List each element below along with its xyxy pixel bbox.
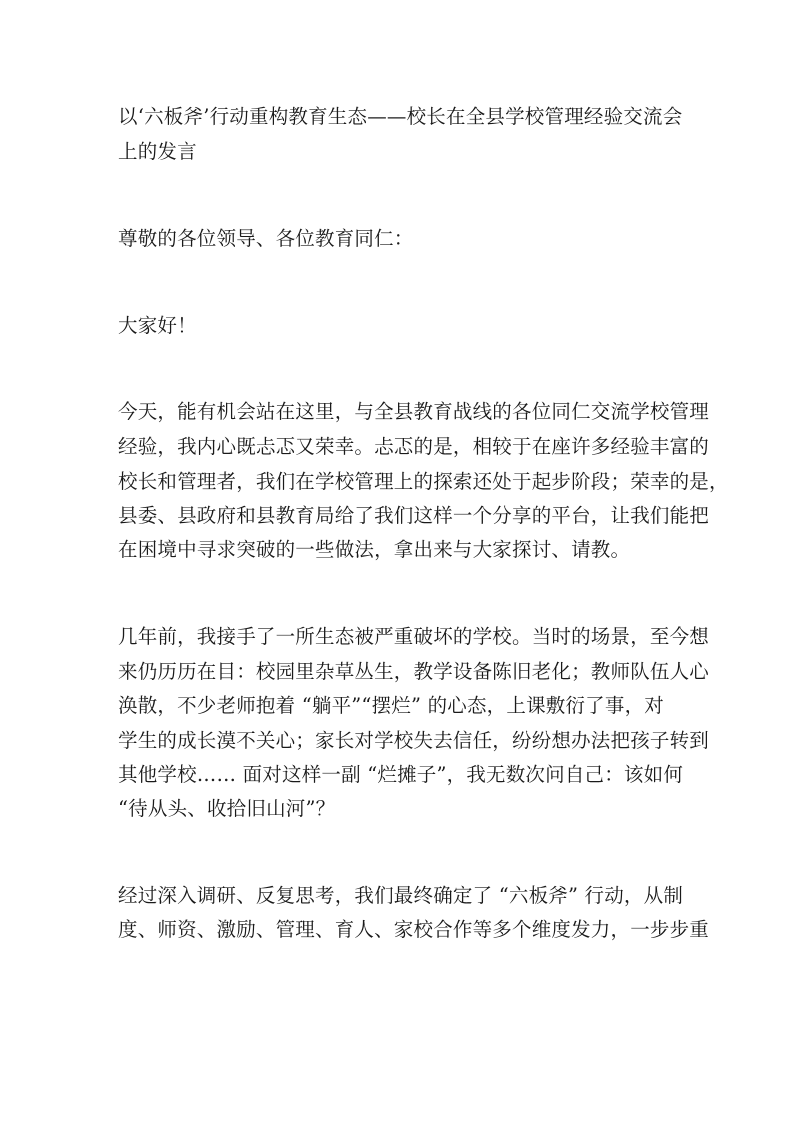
greeting: 大家好！ [118, 314, 197, 337]
paragraph-2-line-3: 涣散，不少老师抱着 “躺平”“摆烂” 的心态，上课敷衍了事，对 [118, 694, 664, 717]
paragraph-2-line-6: “待从头、收拾旧山河”？ [118, 797, 336, 820]
paragraph-2-line-4: 学生的成长漠不关心；家长对学校失去信任，纷纷想办法把孩子转到 [118, 729, 710, 752]
paragraph-1-line-5: 在困境中寻求突破的一些做法，拿出来与大家探讨、请教。 [118, 538, 631, 561]
paragraph-1-line-3: 校长和管理者，我们在学校管理上的探索还处于起步阶段；荣幸的是， [118, 470, 729, 493]
document-title-line-2: 上的发言 [118, 140, 197, 163]
paragraph-1-line-1: 今天，能有机会站在这里，与全县教育战线的各位同仁交流学校管理 [118, 400, 710, 423]
paragraph-3-line-1: 经过深入调研、反复思考，我们最终确定了 “六板斧” 行动，从制 [118, 884, 684, 907]
paragraph-1-line-2: 经验，我内心既忐忑又荣幸。忐忑的是，相较于在座许多经验丰富的 [118, 435, 710, 458]
paragraph-2-line-5: 其他学校…… 面对这样一副 “烂摊子”，我无数次问自己：该如何 [118, 763, 684, 786]
document-title-line-1: 以‘六板斧’行动重构教育生态——校长在全县学校管理经验交流会 [118, 105, 683, 128]
paragraph-2-line-2: 来仍历历在目：校园里杂草丛生，教学设备陈旧老化；教师队伍人心 [118, 660, 710, 683]
paragraph-1-line-4: 县委、县政府和县教育局给了我们这样一个分享的平台，让我们能把 [118, 504, 710, 527]
paragraph-2-line-1: 几年前，我接手了一所生态被严重破坏的学校。当时的场景，至今想 [118, 625, 710, 648]
paragraph-3-line-2: 度、师资、激励、管理、育人、家校合作等多个维度发力，一步步重 [118, 918, 710, 941]
salutation: 尊敬的各位领导、各位教育同仁： [118, 227, 414, 250]
